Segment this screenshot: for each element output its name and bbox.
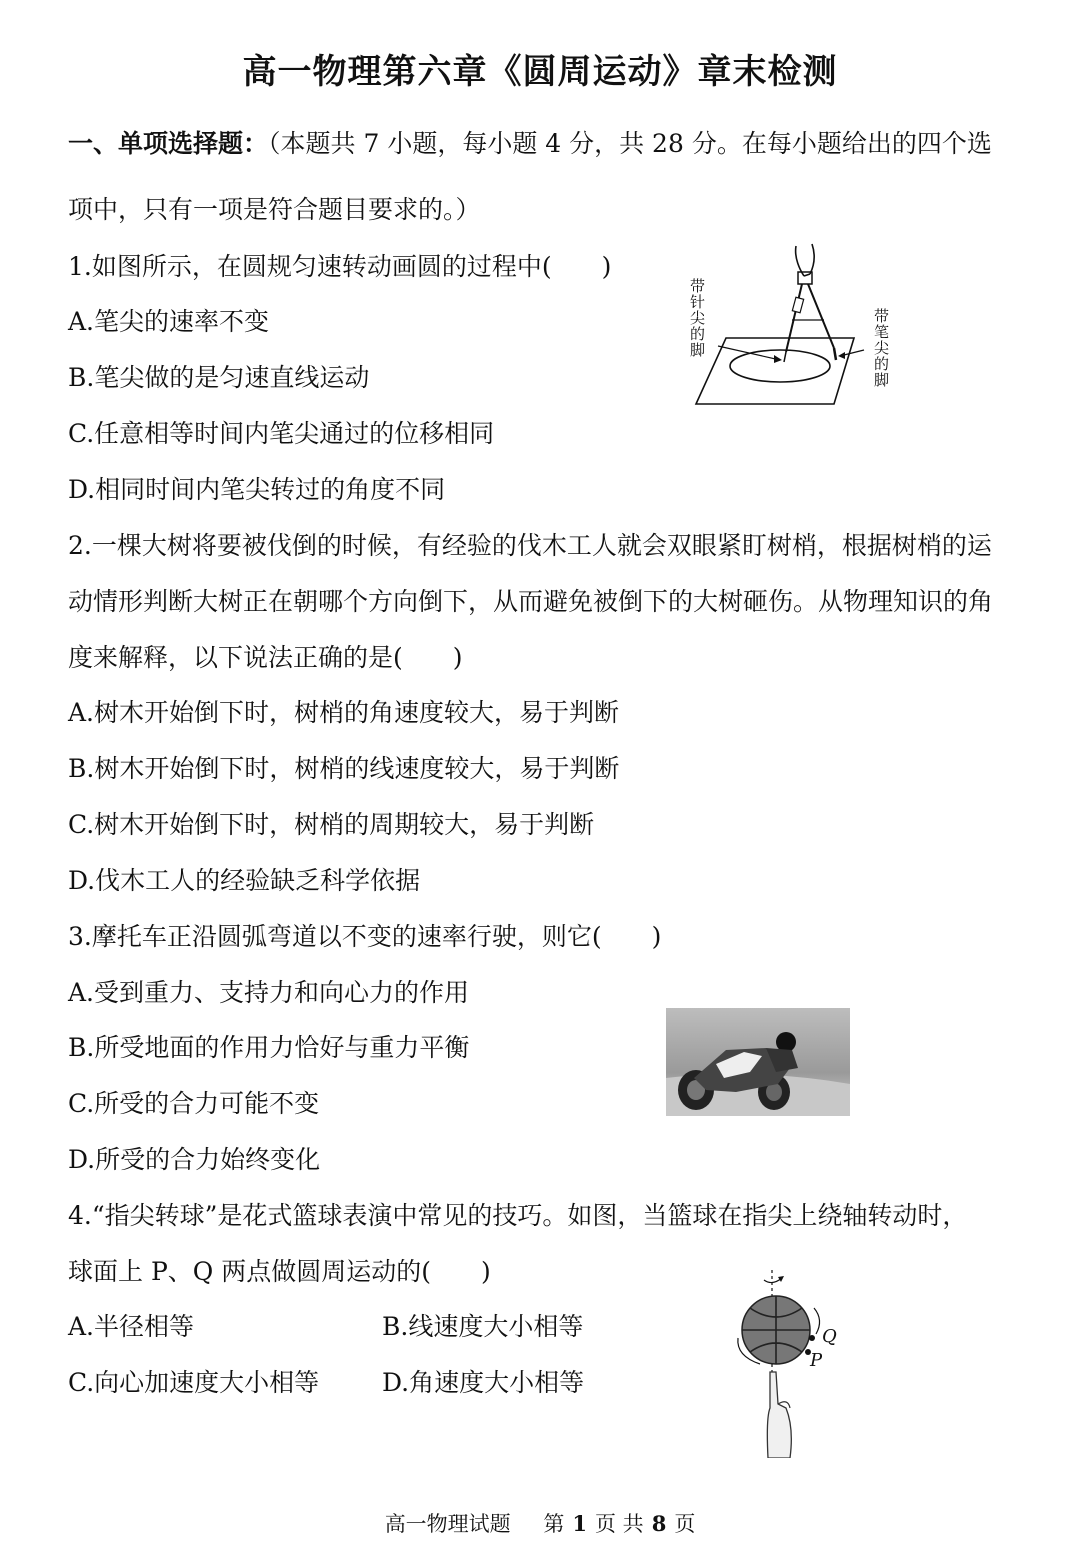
q4-stem-line1: 4.“指尖转球”是花式篮球表演中常见的技巧。如图，当篮球在指尖上绕轴转动时，: [68, 1201, 968, 1230]
q3-option-a: A.受到重力、支持力和向心力的作用: [68, 978, 470, 1007]
compass-right-char: 的: [874, 355, 890, 373]
q1-option-d: D.相同时间内笔尖转过的角度不同: [68, 475, 446, 504]
q1-option-c: C.任意相等时间内笔尖通过的位移相同: [68, 419, 495, 448]
page-title: 高一物理第六章《圆周运动》章末检测: [242, 52, 838, 92]
spinning-basketball-icon: [730, 1268, 850, 1458]
compass-right-char: 脚: [874, 371, 890, 389]
compass-right-char: 笔: [874, 323, 890, 341]
section-header-line1: [68, 128, 992, 160]
footer-page-mid: 页 共: [595, 1512, 644, 1536]
q4-option-a: A.半径相等: [68, 1312, 195, 1341]
compass-left-char: 带: [690, 277, 706, 295]
q2-option-b: B.树木开始倒下时，树梢的线速度较大，易于判断: [68, 754, 620, 783]
q2-option-d: D.伐木工人的经验缺乏科学依据: [68, 866, 421, 895]
q1-option-b: B.笔尖做的是匀速直线运动: [68, 363, 370, 392]
footer-page-number: 1: [572, 1511, 587, 1536]
q3-option-d: D.所受的合力始终变化: [68, 1145, 321, 1174]
motorcycle-icon: [666, 1008, 850, 1116]
q3-option-c: C.所受的合力可能不变: [68, 1089, 320, 1118]
q4-option-c: C.向心加速度大小相等: [68, 1368, 320, 1397]
q2-option-a: A.树木开始倒下时，树梢的角速度较大，易于判断: [68, 698, 620, 727]
point-q-label: Q: [822, 1326, 837, 1347]
compass-right-label: [874, 308, 890, 388]
compass-left-label: [690, 278, 706, 358]
page-footer: [0, 1508, 1080, 1538]
footer-page-suffix: 页: [674, 1512, 696, 1536]
point-p-label: P: [810, 1350, 823, 1371]
q2-option-c: C.树木开始倒下时，树梢的周期较大，易于判断: [68, 810, 595, 839]
section-heading: 一、单项选择题：: [68, 129, 269, 158]
compass-left-char: 针: [690, 293, 706, 311]
section-desc-line1: （本题共 7 小题，每小题 4 分，共 28 分。在每小题给出的四个选: [268, 129, 992, 158]
q4-stem-line2: 球面上 P、Q 两点做圆周运动的( ): [68, 1257, 491, 1286]
footer-subject: 高一物理试题: [384, 1512, 511, 1536]
compass-right-char: 尖: [874, 339, 890, 357]
q1-option-a: A.笔尖的速率不变: [68, 307, 270, 336]
q4-option-d: D.角速度大小相等: [382, 1368, 585, 1397]
footer-page-prefix: 第: [543, 1512, 565, 1536]
q3-stem: 3.摩托车正沿圆弧弯道以不变的速率行驶，则它( ): [68, 922, 662, 951]
q4-option-b: B.线速度大小相等: [382, 1312, 584, 1341]
section-desc-line2: 项中，只有一项是符合题目要求的。）: [68, 195, 481, 224]
q2-stem-line2: 动情形判断大树正在朝哪个方向倒下，从而避免被倒下的大树砸伤。从物理知识的角: [68, 587, 994, 616]
compass-left-char: 脚: [690, 341, 706, 359]
compass-left-char: 的: [690, 325, 706, 343]
q1-stem: 1.如图所示，在圆规匀速转动画圆的过程中( ): [68, 252, 612, 281]
q3-option-b: B.所受地面的作用力恰好与重力平衡: [68, 1033, 470, 1062]
compass-right-char: 带: [874, 307, 890, 325]
compass-left-char: 尖: [690, 309, 706, 327]
q2-stem-line3: 度来解释，以下说法正确的是( ): [68, 643, 463, 672]
q2-stem-line1: 2.一棵大树将要被伐倒的时候，有经验的伐木工人就会双眼紧盯树梢，根据树梢的运: [68, 531, 992, 560]
footer-page-total: 8: [651, 1511, 667, 1536]
compass-drawing-icon: [684, 238, 902, 410]
